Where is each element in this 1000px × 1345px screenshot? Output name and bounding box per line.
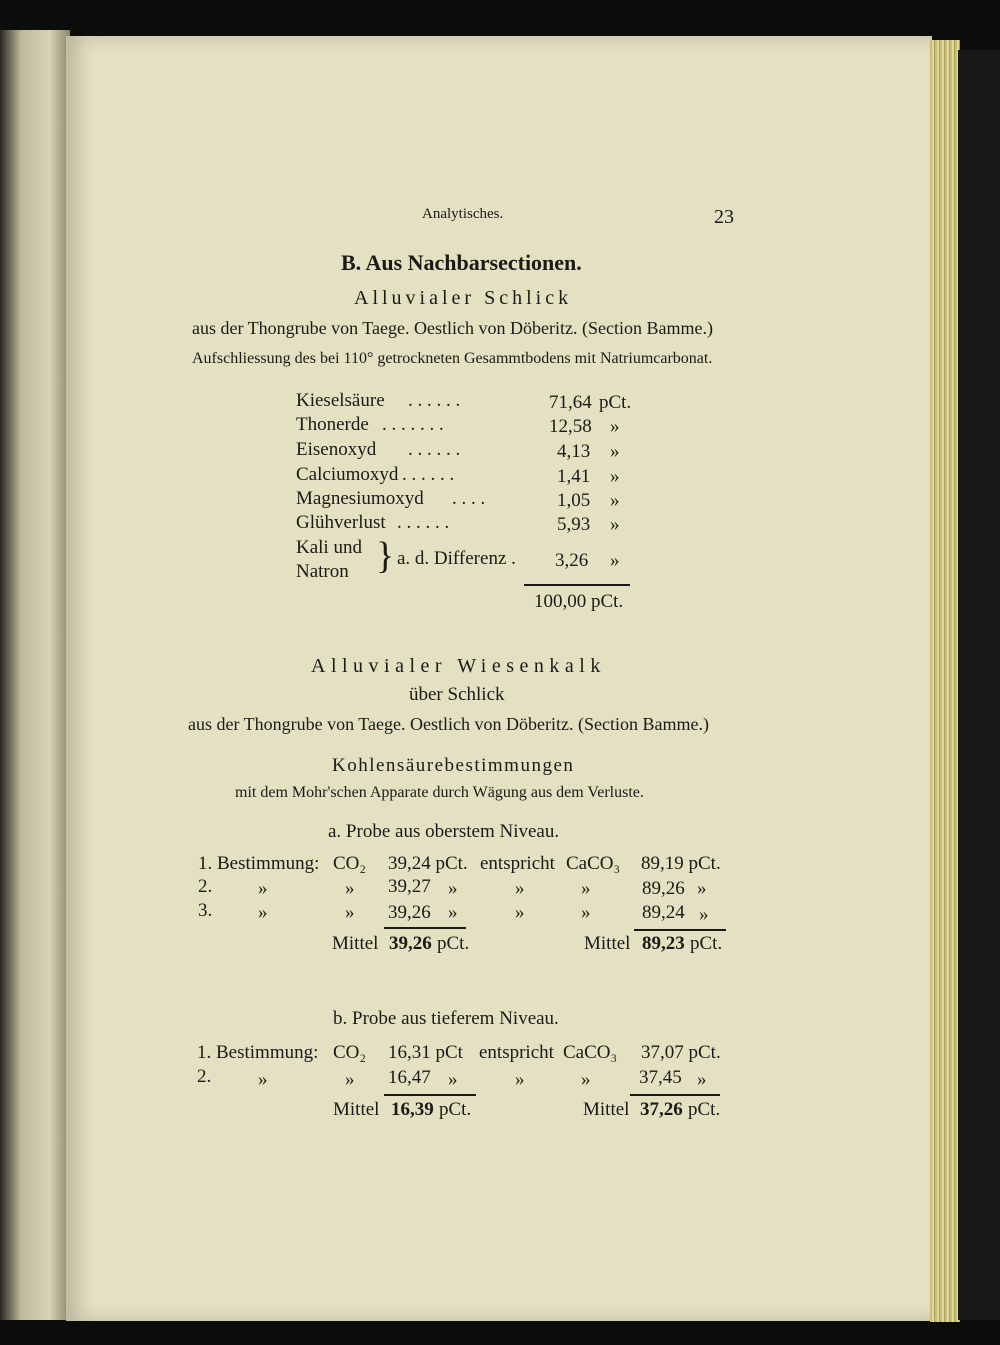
row-label: 1. Bestimmung:	[198, 853, 320, 874]
row-value: 4,13	[557, 441, 591, 462]
row-unit: »	[610, 514, 620, 535]
mean-label: Mittel	[584, 933, 631, 954]
natron-label: Natron	[296, 561, 349, 582]
row-label: Eisenoxyd	[296, 439, 377, 460]
part2-subtitle: über Schlick	[409, 684, 505, 705]
ditto-mark: »	[258, 902, 268, 923]
book-page	[66, 36, 932, 1321]
co2-method: mit dem Mohr'schen Apparate durch Wägung aus dem Verluste.	[235, 784, 644, 801]
row-unit: pCt.	[599, 392, 632, 413]
brace-symbol: }	[376, 535, 395, 577]
part1-title: Alluvialer Schlick	[354, 287, 573, 309]
row-label: Magnesiumoxyd	[296, 488, 424, 509]
row-dots: . . . . . .	[397, 512, 450, 533]
mean-unit: pCt.	[439, 1099, 472, 1120]
row-label: 1. Bestimmung:	[197, 1042, 319, 1063]
ditto-mark: »	[345, 878, 355, 899]
difference-value: 3,26	[555, 550, 589, 571]
sum-rule	[384, 1094, 476, 1096]
row-dots: . . . .	[452, 488, 486, 509]
row-label: Calciumoxyd	[296, 464, 399, 485]
row-dots: . . . . . .	[408, 390, 461, 411]
ditto-mark: »	[345, 902, 355, 923]
caco3-value: 37,07 pCt.	[641, 1042, 721, 1063]
caco3-value: 89,26	[642, 878, 685, 899]
row-value: 12,58	[549, 416, 592, 437]
row-unit: »	[610, 441, 620, 462]
ditto-mark: »	[258, 878, 268, 899]
row-value: 5,93	[557, 514, 591, 535]
sum-rule	[634, 929, 726, 931]
mean-value: 89,23	[642, 933, 685, 954]
ditto-mark: »	[699, 904, 709, 925]
running-title: Analytisches.	[422, 206, 504, 222]
sum-rule	[384, 927, 466, 929]
part2-title: Alluvialer Wiesenkalk	[311, 655, 606, 677]
row-unit: »	[610, 416, 620, 437]
ditto-mark: »	[345, 1069, 355, 1090]
row-label: Glühverlust	[296, 512, 386, 533]
mean-unit: pCt.	[688, 1099, 721, 1120]
row-value: 71,64	[549, 392, 592, 413]
row-label: 2.	[198, 876, 213, 897]
book-cover-edge	[958, 50, 1000, 1320]
sample-b-title: b. Probe aus tieferem Niveau.	[333, 1008, 559, 1029]
mean-value: 39,26	[389, 933, 432, 954]
co2-formula: CO₂	[333, 1042, 367, 1063]
caco3-value: 89,19 pCt.	[641, 853, 721, 874]
caco3-value: 37,45	[639, 1067, 682, 1088]
sum-rule	[630, 1094, 720, 1096]
ditto-mark: »	[258, 1069, 268, 1090]
ditto-mark: »	[697, 878, 707, 899]
mean-label: Mittel	[583, 1099, 630, 1120]
row-label: Kieselsäure	[296, 390, 385, 411]
mean-value: 16,39	[391, 1099, 434, 1120]
difference-unit: »	[610, 550, 620, 571]
kali-label: Kali und	[296, 537, 362, 558]
part1-method: Aufschliessung des bei 110° getrockneten Gesammtbodens mit Natriumcarbonat.	[192, 350, 713, 367]
row-dots: . . . . . . .	[382, 414, 444, 435]
caco3-value: 89,24	[642, 902, 685, 923]
ditto-mark: »	[581, 878, 591, 899]
difference-label: a. d. Differenz .	[397, 548, 516, 569]
total-value: 100,00 pCt.	[534, 591, 624, 612]
co2-value: 16,31 pCt	[388, 1042, 463, 1063]
book-spine	[0, 30, 70, 1320]
ditto-mark: »	[448, 1069, 458, 1090]
sum-rule	[524, 584, 630, 586]
page-edges	[930, 40, 960, 1322]
mean-unit: pCt.	[690, 933, 723, 954]
mean-unit: pCt.	[437, 933, 470, 954]
row-unit: »	[610, 466, 620, 487]
mean-value: 37,26	[640, 1099, 683, 1120]
ditto-mark: »	[448, 902, 458, 923]
mean-label: Mittel	[333, 1099, 380, 1120]
part1-origin: aus der Thongrube von Taege. Oestlich von Döberitz. (Section Bamme.)	[192, 318, 713, 338]
ditto-mark: »	[448, 878, 458, 899]
ditto-mark: »	[581, 902, 591, 923]
row-unit: »	[610, 490, 620, 511]
mean-label: Mittel	[332, 933, 379, 954]
ditto-mark: »	[581, 1069, 591, 1090]
co2-value: 39,24 pCt.	[388, 853, 468, 874]
caco3-formula: CaCO₃	[566, 853, 621, 874]
row-label: 3.	[198, 900, 213, 921]
ditto-mark: »	[697, 1069, 707, 1090]
co2-value: 16,47	[388, 1067, 431, 1088]
part2-origin: aus der Thongrube von Taege. Oestlich von Döberitz. (Section Bamme.)	[188, 714, 709, 734]
equivalence-word: entspricht	[480, 853, 555, 874]
co2-value: 39,27	[388, 876, 431, 897]
row-dots: . . . . . .	[408, 439, 461, 460]
page-number: 23	[714, 206, 734, 228]
row-dots: . . . . . .	[402, 464, 455, 485]
row-value: 1,05	[557, 490, 591, 511]
caco3-formula: CaCO₃	[563, 1042, 618, 1063]
sample-a-title: a. Probe aus oberstem Niveau.	[328, 821, 560, 842]
ditto-mark: »	[515, 1069, 525, 1090]
ditto-mark: »	[515, 878, 525, 899]
co2-formula: CO₂	[333, 853, 367, 874]
row-value: 1,41	[557, 466, 591, 487]
equivalence-word: entspricht	[479, 1042, 554, 1063]
co2-heading: Kohlensäurebestimmungen	[332, 755, 575, 776]
row-label: 2.	[197, 1066, 212, 1087]
co2-value: 39,26	[388, 902, 431, 923]
row-label: Thonerde	[296, 414, 369, 435]
section-title: B. Aus Nachbarsectionen.	[341, 250, 582, 275]
ditto-mark: »	[515, 902, 525, 923]
